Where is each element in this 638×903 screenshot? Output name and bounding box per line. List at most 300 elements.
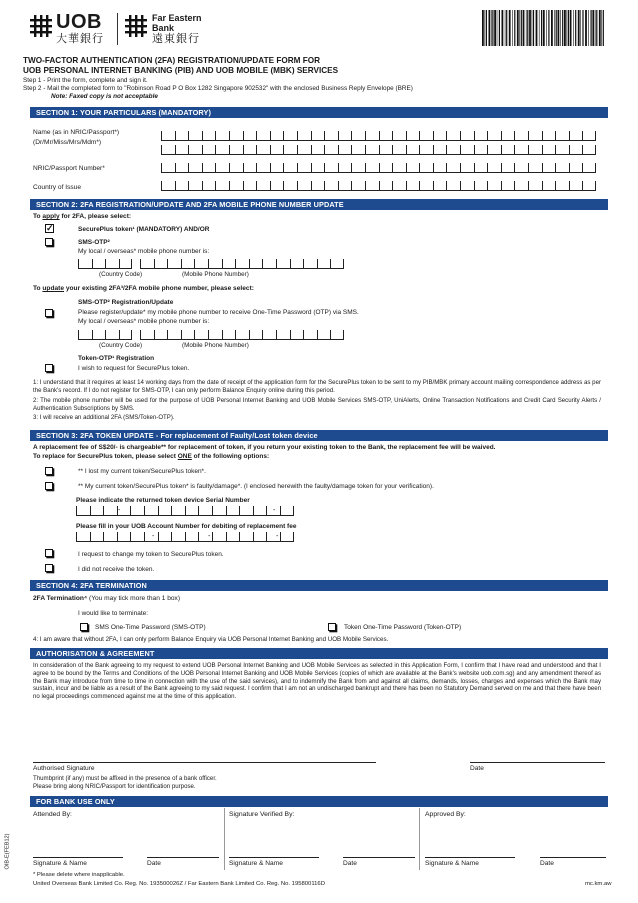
grid-cell[interactable] <box>188 181 202 191</box>
grid-cell[interactable] <box>185 506 199 516</box>
grid-cell[interactable] <box>175 163 189 173</box>
grid-cell[interactable] <box>202 163 216 173</box>
grid-cell[interactable] <box>226 506 240 516</box>
grid-cell[interactable] <box>419 145 433 155</box>
grid-cell[interactable] <box>181 259 195 269</box>
grid-cell[interactable] <box>283 131 297 141</box>
grid-cell[interactable] <box>270 131 284 141</box>
grid-cell[interactable] <box>406 163 420 173</box>
grid-cell[interactable] <box>208 259 222 269</box>
grid-cell[interactable] <box>392 163 406 173</box>
grid-cell[interactable] <box>569 163 583 173</box>
barcode-bar <box>514 10 515 46</box>
token-otp-text: I wish to request for SecurePlus token. <box>78 365 190 372</box>
grid-cell[interactable] <box>188 145 202 155</box>
grid-cell[interactable] <box>338 163 352 173</box>
bank-date-label-2: Date <box>343 860 357 867</box>
smsotp-checkbox[interactable] <box>45 238 53 246</box>
step-2: Step 2 - Mail the completed form to "Robinson Road P O Box 1282 Singapore 902532" with the enclosed Business Reply Envelope (BRE) <box>23 85 413 92</box>
grid-cell[interactable] <box>542 163 556 173</box>
grid-cell[interactable] <box>158 532 172 542</box>
grid-cell[interactable] <box>446 181 460 191</box>
grid-cell[interactable] <box>542 145 556 155</box>
grid-cell[interactable] <box>249 330 263 340</box>
grid-cell[interactable] <box>239 532 253 542</box>
grid-cell[interactable] <box>555 145 569 155</box>
smsotp-reg-title: SMS-OTP² Registration/Update <box>78 299 174 306</box>
grid-cell[interactable] <box>324 145 338 155</box>
date-line[interactable] <box>470 762 605 763</box>
barcode-bar <box>575 10 576 46</box>
grid-cell[interactable] <box>365 163 379 173</box>
grid-cell[interactable] <box>514 145 528 155</box>
update-heading <box>33 285 254 293</box>
grid-cell[interactable] <box>446 131 460 141</box>
grid-cell[interactable] <box>262 259 276 269</box>
grid-cell[interactable] <box>487 145 501 155</box>
grid-cell[interactable] <box>351 131 365 141</box>
lost-token-checkbox[interactable] <box>45 467 53 475</box>
update-pre: To <box>33 285 43 292</box>
feb-logo <box>125 12 235 46</box>
grid-cell[interactable] <box>270 163 284 173</box>
country-grid[interactable] <box>161 181 596 191</box>
grid-cell[interactable] <box>229 163 243 173</box>
form-title-line2: UOB PERSONAL INTERNET BANKING (PIB) AND UOB MOBILE (MBK) SERVICES <box>23 66 339 75</box>
feb-name-line2: Bank <box>152 23 175 33</box>
name-grid-row1[interactable] <box>161 131 596 141</box>
grid-cell[interactable] <box>582 131 596 141</box>
grid-cell[interactable] <box>555 181 569 191</box>
grid-cell[interactable] <box>212 532 226 542</box>
grid-cell[interactable] <box>92 330 106 340</box>
grid-cell[interactable] <box>175 181 189 191</box>
uob-logo-icon <box>30 15 52 37</box>
grid-cell[interactable] <box>303 330 317 340</box>
bank-date-line-1[interactable] <box>147 857 219 858</box>
grid-cell[interactable] <box>215 131 229 141</box>
bank-sig-label-2: Signature & Name <box>229 860 283 867</box>
name-grid-row2[interactable] <box>161 145 596 155</box>
country-code-grid-2[interactable] <box>78 330 132 340</box>
signature-verified-label: Signature Verified By: <box>229 811 295 818</box>
barcode-bar <box>486 10 487 46</box>
grid-cell[interactable] <box>514 181 528 191</box>
section1-header: SECTION 1: YOUR PARTICULARS (MANDATORY) <box>30 107 608 118</box>
grid-cell[interactable] <box>215 181 229 191</box>
grid-cell[interactable] <box>76 506 90 516</box>
bank-date-label-1: Date <box>147 860 161 867</box>
grid-cell[interactable] <box>283 163 297 173</box>
grid-cell[interactable] <box>212 506 226 516</box>
grid-cell[interactable] <box>78 330 92 340</box>
grid-cell[interactable] <box>78 259 92 269</box>
grid-cell[interactable] <box>253 532 267 542</box>
grid-cell[interactable] <box>92 259 106 269</box>
grid-cell[interactable] <box>338 131 352 141</box>
grid-cell[interactable] <box>243 145 257 155</box>
barcode-bar <box>578 10 580 46</box>
grid-cell[interactable] <box>140 259 154 269</box>
fee-line-2-pre: To replace for SecurePlus token, please select <box>33 453 178 460</box>
grid-cell[interactable] <box>276 330 290 340</box>
bank-date-line-3[interactable] <box>540 857 606 858</box>
grid-cell[interactable] <box>582 181 596 191</box>
grid-cell[interactable] <box>130 532 144 542</box>
account-dash-2: - <box>208 533 211 540</box>
grid-cell[interactable] <box>392 181 406 191</box>
grid-cell[interactable] <box>283 145 297 155</box>
grid-cell[interactable] <box>365 131 379 141</box>
grid-cell[interactable] <box>419 131 433 141</box>
bank-date-line-2[interactable] <box>343 857 415 858</box>
grid-cell[interactable] <box>188 163 202 173</box>
grid-cell[interactable] <box>144 506 158 516</box>
grid-cell[interactable] <box>161 131 175 141</box>
grid-cell[interactable] <box>487 163 501 173</box>
grid-cell[interactable] <box>171 532 185 542</box>
section4-header: SECTION 4: 2FA TERMINATION <box>30 580 608 591</box>
grid-cell[interactable] <box>215 145 229 155</box>
grid-cell[interactable] <box>276 259 290 269</box>
grid-cell[interactable] <box>501 145 515 155</box>
grid-cell[interactable] <box>175 131 189 141</box>
grid-cell[interactable] <box>487 131 501 141</box>
grid-cell[interactable] <box>249 259 263 269</box>
grid-cell[interactable] <box>253 506 267 516</box>
barcode-bar <box>541 10 542 46</box>
feb-chinese-name: 遠東銀行 <box>152 33 200 45</box>
grid-cell[interactable] <box>317 259 331 269</box>
grid-cell[interactable] <box>167 259 181 269</box>
grid-cell[interactable] <box>351 163 365 173</box>
grid-cell[interactable] <box>379 145 393 155</box>
grid-cell[interactable] <box>446 145 460 155</box>
bank-sig-line-2[interactable] <box>229 857 319 858</box>
barcode-bar <box>601 10 602 46</box>
grid-cell[interactable] <box>501 181 515 191</box>
grid-cell[interactable] <box>90 532 104 542</box>
update-post: your existing 2FA³/2FA mobile phone number, please select: <box>64 285 254 292</box>
grid-cell[interactable] <box>324 163 338 173</box>
grid-cell[interactable] <box>202 145 216 155</box>
grid-cell[interactable] <box>460 131 474 141</box>
grid-cell[interactable] <box>105 330 119 340</box>
footnote-2: 2: The mobile phone number will be used for the purpose of UOB Personal Internet Banking and UOB Mobile Services SMS-OTP, UniAlerts, Online Transaction Notifications and Credit Card Security Alerts / Authentication Subscriptions by SMS. <box>33 397 601 412</box>
grid-cell[interactable] <box>569 181 583 191</box>
side-form-code: OIB-E(FEB12) <box>4 833 11 870</box>
grid-cell[interactable] <box>222 259 236 269</box>
grid-cell[interactable] <box>270 145 284 155</box>
grid-cell[interactable] <box>105 259 119 269</box>
grid-cell[interactable] <box>501 131 515 141</box>
grid-cell[interactable] <box>161 163 175 173</box>
grid-cell[interactable] <box>330 330 344 340</box>
grid-cell[interactable] <box>167 330 181 340</box>
account-grid[interactable] <box>76 532 294 542</box>
grid-cell[interactable] <box>433 181 447 191</box>
secureplus-label: SecurePlus token¹ (MANDATORY) AND/OR <box>78 226 210 233</box>
barcode-bar <box>580 10 581 46</box>
grid-cell[interactable] <box>188 131 202 141</box>
grid-cell[interactable] <box>117 532 131 542</box>
grid-cell[interactable] <box>311 181 325 191</box>
grid-cell[interactable] <box>144 532 158 542</box>
barcode-bar <box>543 10 545 46</box>
grid-cell[interactable] <box>528 131 542 141</box>
grid-cell[interactable] <box>379 163 393 173</box>
barcode-bar <box>519 10 520 46</box>
barcode-graphic <box>482 10 606 46</box>
grid-cell[interactable] <box>365 181 379 191</box>
grid-cell[interactable] <box>280 532 294 542</box>
grid-cell[interactable] <box>103 532 117 542</box>
barcode-bar <box>536 10 538 46</box>
grid-cell[interactable] <box>290 259 304 269</box>
barcode-bar <box>570 10 572 46</box>
grid-cell[interactable] <box>235 330 249 340</box>
bank-date-label-3: Date <box>540 860 554 867</box>
grid-cell[interactable] <box>158 506 172 516</box>
grid-cell[interactable] <box>474 181 488 191</box>
token-otp-title: Token-OTP¹ Registration <box>78 355 155 362</box>
grid-cell[interactable] <box>229 131 243 141</box>
grid-cell[interactable] <box>243 181 257 191</box>
grid-cell[interactable] <box>514 131 528 141</box>
grid-cell[interactable] <box>235 259 249 269</box>
bank-sig-line-1[interactable] <box>33 857 123 858</box>
barcode-bar <box>564 10 566 46</box>
grid-cell[interactable] <box>487 181 501 191</box>
barcode-bar <box>497 10 498 46</box>
grid-cell[interactable] <box>181 330 195 340</box>
grid-cell[interactable] <box>460 181 474 191</box>
termination-label: 2FA Termination⁴ <box>33 595 88 602</box>
barcode-bar <box>582 10 583 46</box>
grid-cell[interactable] <box>501 163 515 173</box>
bank-sig-line-3[interactable] <box>425 857 515 858</box>
grid-cell[interactable] <box>542 181 556 191</box>
grid-cell[interactable] <box>324 131 338 141</box>
secureplus-checkbox[interactable]: ✓ <box>46 223 54 233</box>
grid-cell[interactable] <box>297 181 311 191</box>
grid-cell[interactable] <box>474 145 488 155</box>
barcode-bar <box>489 10 491 46</box>
authorisation-header: AUTHORISATION & AGREEMENT <box>30 648 608 659</box>
grid-cell[interactable] <box>351 181 365 191</box>
grid-cell[interactable] <box>582 163 596 173</box>
grid-cell[interactable] <box>555 131 569 141</box>
grid-cell[interactable] <box>154 330 168 340</box>
grid-cell[interactable] <box>202 131 216 141</box>
footnote-1: 1: I understand that it requires at least 14 working days from the date of receipt of the application form for the SecurePlus token to be sent to my PIB/MBK primary account mailing correspondence address as per the Bank's record. If I do not register for SMS-OTP, I can only perform Balance Enquiry online during this period. <box>33 379 601 394</box>
grid-cell[interactable] <box>154 259 168 269</box>
grid-cell[interactable] <box>330 259 344 269</box>
grid-cell[interactable] <box>351 145 365 155</box>
barcode-bar <box>603 10 604 46</box>
grid-cell[interactable] <box>569 145 583 155</box>
faulty-token-checkbox[interactable] <box>45 482 53 490</box>
grid-cell[interactable] <box>392 131 406 141</box>
grid-cell[interactable] <box>76 532 90 542</box>
mobile-number-grid-2[interactable] <box>140 330 344 340</box>
barcode-bar <box>592 10 594 46</box>
grid-cell[interactable] <box>130 506 144 516</box>
footer-inapplicable: * Please delete where inapplicable. <box>33 872 125 878</box>
grid-cell[interactable] <box>433 163 447 173</box>
grid-cell[interactable] <box>256 145 270 155</box>
barcode-bar <box>546 10 547 46</box>
barcode-bar <box>499 10 500 46</box>
grid-cell[interactable] <box>202 181 216 191</box>
serial-grid[interactable] <box>76 506 294 516</box>
grid-cell[interactable] <box>243 163 257 173</box>
not-received-checkbox[interactable] <box>45 564 53 572</box>
grid-cell[interactable] <box>222 330 236 340</box>
feb-logo-icon <box>125 15 147 37</box>
grid-cell[interactable] <box>542 131 556 141</box>
terminate-token-checkbox[interactable] <box>328 623 336 631</box>
smsotp-label: SMS-OTP² <box>78 239 110 246</box>
smsotp-reg-checkbox[interactable] <box>45 309 53 317</box>
grid-cell[interactable] <box>256 163 270 173</box>
grid-cell[interactable] <box>239 506 253 516</box>
grid-cell[interactable] <box>419 181 433 191</box>
barcode-bar <box>568 10 569 46</box>
grid-cell[interactable] <box>406 131 420 141</box>
grid-cell[interactable] <box>406 181 420 191</box>
grid-cell[interactable] <box>280 506 294 516</box>
grid-cell[interactable] <box>311 145 325 155</box>
approved-by-label: Approved By: <box>425 811 466 818</box>
grid-cell[interactable] <box>119 259 133 269</box>
grid-cell[interactable] <box>215 163 229 173</box>
nric-grid[interactable] <box>161 163 596 173</box>
grid-cell[interactable] <box>460 163 474 173</box>
grid-cell[interactable] <box>140 330 154 340</box>
thumbprint-note: Thumbprint (if any) must be affixed in the presence of a bank officer. <box>33 775 217 782</box>
grid-cell[interactable] <box>311 163 325 173</box>
grid-cell[interactable] <box>194 330 208 340</box>
lost-token-label: ** I lost my current token/SecurePlus token*. <box>78 468 206 475</box>
grid-cell[interactable] <box>297 145 311 155</box>
token-otp-checkbox[interactable] <box>45 364 53 372</box>
grid-cell[interactable] <box>185 532 199 542</box>
form-title-line1: TWO-FACTOR AUTHENTICATION (2FA) REGISTRATION/UPDATE FORM FOR <box>23 56 320 65</box>
grid-cell[interactable] <box>161 145 175 155</box>
mobile-number-grid[interactable] <box>140 259 344 269</box>
grid-cell[interactable] <box>474 131 488 141</box>
barcode-bar <box>551 10 553 46</box>
change-token-checkbox[interactable] <box>45 549 53 557</box>
grid-cell[interactable] <box>555 163 569 173</box>
grid-cell[interactable] <box>433 145 447 155</box>
grid-cell[interactable] <box>243 131 257 141</box>
country-code-grid[interactable] <box>78 259 132 269</box>
grid-cell[interactable] <box>226 532 240 542</box>
signature-line[interactable] <box>33 762 376 763</box>
grid-cell[interactable] <box>161 181 175 191</box>
grid-cell[interactable] <box>90 506 104 516</box>
grid-cell[interactable] <box>338 145 352 155</box>
grid-cell[interactable] <box>290 330 304 340</box>
grid-cell[interactable] <box>198 506 212 516</box>
grid-cell[interactable] <box>528 163 542 173</box>
grid-cell[interactable] <box>229 181 243 191</box>
barcode-bar <box>585 10 587 46</box>
barcode-bar <box>485 10 486 46</box>
barcode-bar <box>556 10 557 46</box>
grid-cell[interactable] <box>303 259 317 269</box>
account-dash-1: - <box>152 533 155 540</box>
date-label: Date <box>470 765 484 772</box>
grid-cell[interactable] <box>406 145 420 155</box>
uob-logo <box>30 12 120 46</box>
grid-cell[interactable] <box>256 181 270 191</box>
grid-cell[interactable] <box>365 145 379 155</box>
grid-cell[interactable] <box>270 181 284 191</box>
grid-cell[interactable] <box>262 330 276 340</box>
grid-cell[interactable] <box>446 163 460 173</box>
grid-cell[interactable] <box>317 330 331 340</box>
section3-header: SECTION 3: 2FA TOKEN UPDATE - For replacement of Faulty/Lost token device <box>30 430 608 441</box>
grid-cell[interactable] <box>392 145 406 155</box>
grid-cell[interactable] <box>256 131 270 141</box>
grid-cell[interactable] <box>582 145 596 155</box>
bank-use-divider-1 <box>224 808 225 870</box>
mobile-label-2: My local / overseas* mobile phone number is: <box>78 318 210 325</box>
barcode-bar <box>595 10 596 46</box>
grid-cell[interactable] <box>528 145 542 155</box>
barcode-bar <box>502 10 504 46</box>
grid-cell[interactable] <box>569 131 583 141</box>
bank-use-divider-2 <box>419 808 420 870</box>
terminate-sms-checkbox[interactable] <box>80 623 88 631</box>
grid-cell[interactable] <box>119 330 133 340</box>
grid-cell[interactable] <box>433 131 447 141</box>
grid-cell[interactable] <box>528 181 542 191</box>
grid-cell[interactable] <box>208 330 222 340</box>
grid-cell[interactable] <box>311 131 325 141</box>
faulty-token-label: ** My current token/SecurePlus token* is faulty/damage*. (I enclosed herewith the faulty/damage token for your verification). <box>78 483 434 490</box>
serial-label: Please indicate the returned token device Serial Number <box>76 497 250 504</box>
grid-cell[interactable] <box>379 131 393 141</box>
grid-cell[interactable] <box>297 131 311 141</box>
section2-header: SECTION 2: 2FA REGISTRATION/UPDATE AND 2FA MOBILE PHONE NUMBER UPDATE <box>30 199 608 210</box>
grid-cell[interactable] <box>324 181 338 191</box>
grid-cell[interactable] <box>171 506 185 516</box>
barcode-bar <box>523 10 525 46</box>
terminate-token-label: Token One-Time Password (Token-OTP) <box>344 624 462 631</box>
step-1: Step 1 - Print the form, complete and sign it. <box>23 77 148 84</box>
grid-cell[interactable] <box>460 145 474 155</box>
grid-cell[interactable] <box>229 145 243 155</box>
grid-cell[interactable] <box>514 163 528 173</box>
termination-hint: (You may tick more than 1 box) <box>87 595 181 602</box>
apply-post: for 2FA, please select: <box>59 213 132 220</box>
fee-line-1: A replacement fee of S$20/- is chargeable** for replacement of token, if you return your existing token to the Bank, the replacement fee will be waived. <box>33 444 496 451</box>
grid-cell[interactable] <box>194 259 208 269</box>
grid-cell[interactable] <box>379 181 393 191</box>
grid-cell[interactable] <box>474 163 488 173</box>
grid-cell[interactable] <box>283 181 297 191</box>
grid-cell[interactable] <box>338 181 352 191</box>
grid-cell[interactable] <box>103 506 117 516</box>
grid-cell[interactable] <box>297 163 311 173</box>
grid-cell[interactable] <box>175 145 189 155</box>
grid-cell[interactable] <box>419 163 433 173</box>
barcode-bar <box>482 10 484 46</box>
